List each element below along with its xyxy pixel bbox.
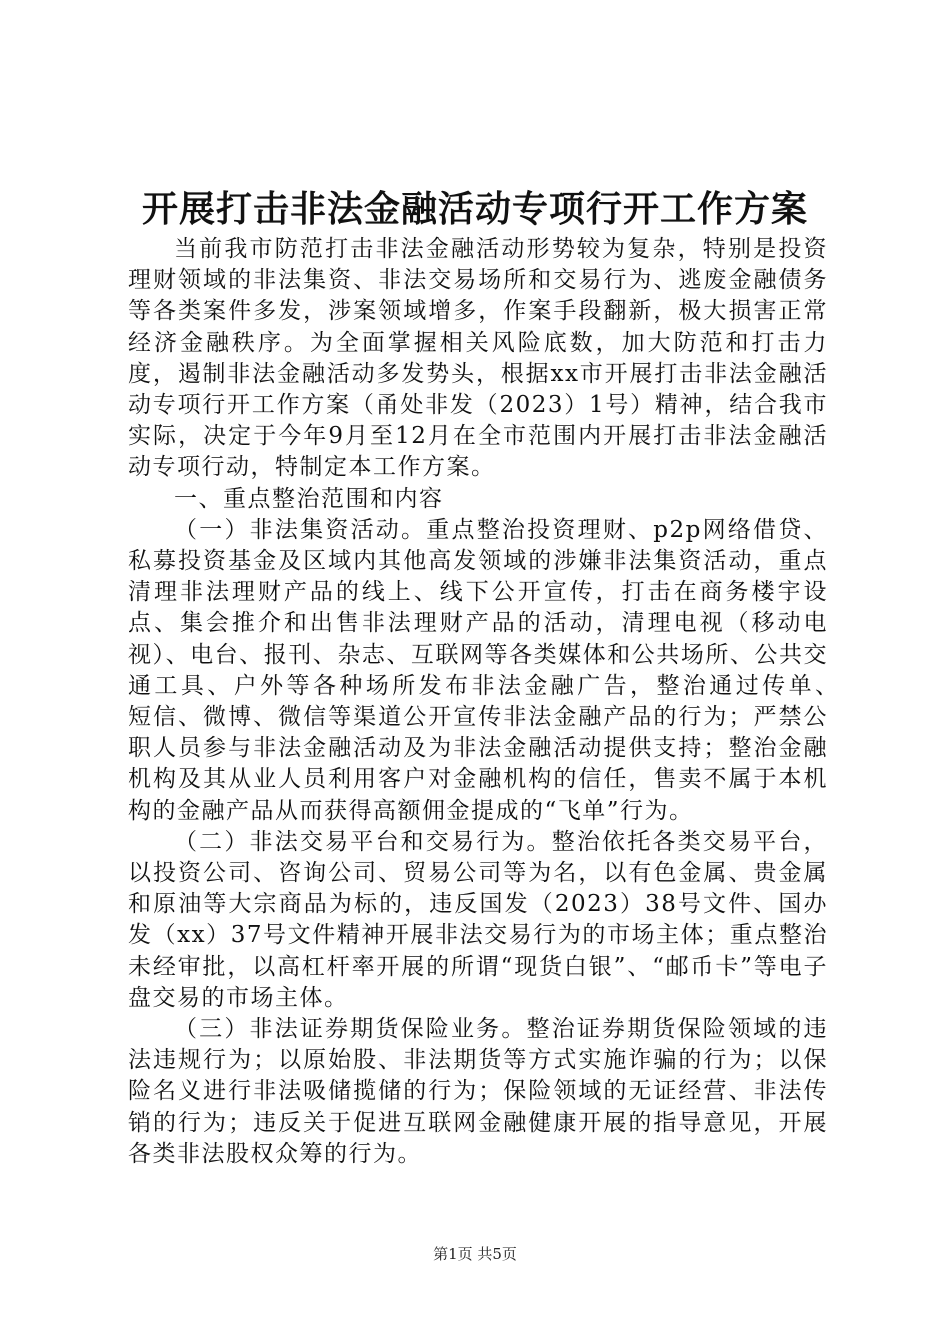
section-heading: 一、重点整治范围和内容 xyxy=(174,485,444,512)
section-paragraph-1: （一）非法集资活动。重点整治投资理财、p2p网络借贷、私募投资基金及区域内其他高发领域的涉嫌非法集资活动，重点清理非法理财产品的线上、线下公开宣传，打击在商务楼宇设点、集会推介和出售非法理财产品的活动，清理电视（移动电视）、电台、报刊、杂志、互联网等各类媒体和公共场所、公共交通工具、户外等各种场所发布非法金融广告，整治通过传单、 短信、微博、微信等渠道公开宣传非法金融产品的行为；严禁公职人员参与非法金融活动及为非法金融活动提供支持；整治金融机构及其从业人员利用客户对金融机构的信任，售卖不属于本机构的金融产品从而获得高额佣金提成的“飞单”行为。 xyxy=(128,516,877,824)
document-title: 开展打击非法金融活动专项行开工作方案 xyxy=(141,188,808,230)
section-paragraph-3: （三）非法证券期货保险业务。整治证券期货保险领域的违法违规行为；以原始股、非法期货等方式实施诈骗的行为；以保险名义进行非法吸储揽储的行为；保险领域的无证经营、非法传销的行为；违反关于促进互联网金融健康开展的指导意见，开展各类非法股权众筹的行为。 xyxy=(128,1016,828,1167)
intro-paragraph: 当前我市防范打击非法金融活动形势较为复杂，特别是投资理财领域的非法集资、非法交易场所和交易行为、逃废金融债务等各类案件多发，涉案领域增多，作案手段翻新，极大损害正常经济金融秩序。为全面掌握相关风险底数，加大防范和打击力度，遏制非法金融活动多发势头，根据xx市开展打击非法金融活动专项行开工作方案（甬处非发（2023）1号）精神，结合我市实际，决定于今年9月至12月在全市范围内开展打击非法金融活动专项行动，特制定本工作方案。 xyxy=(128,236,828,481)
document-body xyxy=(128,234,877,1170)
section-paragraph-2: （二）非法交易平台和交易行为。整治依托各类交易平台，以投资公司、咨询公司、贸易公司等为名，以有色金属、贵金属和原油等大宗商品为标的，违反国发（2023）38号文件、国办发（xx）37号文件精神开展非法交易行为的市场主体；重点整治未经审批，以高杠杆率开展的所谓“现货白银”、“邮币卡”等电子盘交易的市场主体。 xyxy=(128,828,828,1011)
page-footer: 第1页 共5页 xyxy=(433,1245,517,1263)
